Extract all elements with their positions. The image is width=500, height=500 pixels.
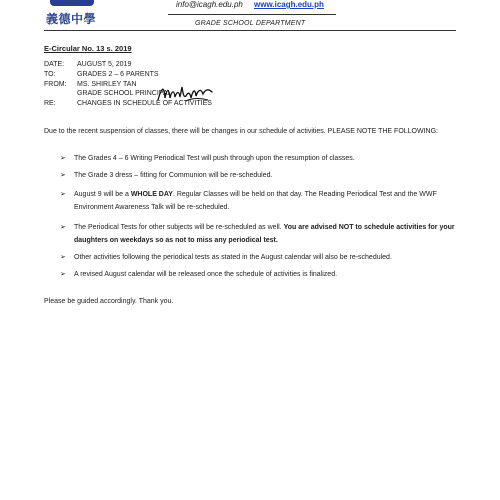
bullet-text: Other activities following the periodical tests as stated in the August calendar will also be re-scheduled. (74, 254, 392, 261)
arrow-bullet-icon: ➢ (60, 191, 66, 198)
department-title: GRADE SCHOOL DEPARTMENT (195, 20, 306, 27)
bullet-list (60, 154, 460, 287)
bullet-text: The Grades 4 – 6 Writing Periodical Test will push through upon the resumption of classes. (74, 155, 355, 162)
list-item (60, 221, 460, 247)
closing-line: Please be guided accordingly. Thank you. (44, 298, 174, 305)
re-label: RE: (44, 100, 56, 108)
re-value: CHANGES IN SCHEDULE OF ACTIVITIES (77, 100, 212, 108)
school-email: info@icagh.edu.ph (176, 0, 243, 9)
to-label: TO: (44, 70, 56, 78)
to-value: GRADES 2 – 6 PARENTS (77, 70, 159, 78)
list-item (60, 188, 460, 214)
list-item (60, 154, 460, 165)
list-item (60, 253, 460, 264)
bullet-text: The Grade 3 dress – fitting for Communion will be re-scheduled. (74, 172, 273, 179)
school-logo (50, 0, 94, 6)
principal-signature (156, 82, 216, 106)
bullet-text-post: . Regular Classes will be held on that day. The Reading Periodical Test and the WWF Environment Awareness Talk will be re-scheduled. (74, 191, 437, 211)
date-value: AUGUST 5, 2019 (77, 61, 132, 68)
bullet-text-bold: WHOLE DAY (130, 191, 173, 198)
arrow-bullet-icon: ➢ (60, 254, 66, 261)
school-name-chinese: 義德中學 (46, 12, 97, 26)
memo-date-row (44, 60, 212, 70)
department-divider (44, 30, 456, 31)
circular-number: E-Circular No. 13 s. 2019 (44, 44, 132, 53)
from-value-title: GRADE SCHOOL PRINCIPAL (77, 90, 172, 98)
bullet-text-pre: August 9 will be a (74, 191, 131, 198)
intro-paragraph: Due to the recent suspension of classes, there will be changes in our schedule of activities. PLEASE NOTE THE FOLLOWING: (44, 128, 438, 135)
bullet-text-bold: You are advised NOT to schedule activities for your daughters on weekdays so as not to miss any periodical test. (74, 223, 455, 244)
from-label: FROM: (44, 80, 67, 88)
bullet-text: A revised August calendar will be released once the schedule of activities is finalized. (74, 271, 338, 278)
bullet-text-pre: The Periodical Tests for other subjects will be re-scheduled as well. (74, 223, 284, 231)
arrow-bullet-icon: ➢ (60, 223, 66, 231)
arrow-bullet-icon: ➢ (60, 155, 66, 162)
header-divider (168, 14, 336, 15)
arrow-bullet-icon: ➢ (60, 172, 66, 179)
date-label: DATE: (44, 61, 65, 68)
arrow-bullet-icon: ➢ (60, 271, 66, 278)
school-website-link[interactable]: www.icagh.edu.ph (254, 0, 324, 9)
memo-to-row (44, 70, 212, 80)
list-item (60, 270, 460, 281)
list-item (60, 171, 460, 182)
from-value-name: MS. SHIRLEY TAN (77, 80, 137, 88)
